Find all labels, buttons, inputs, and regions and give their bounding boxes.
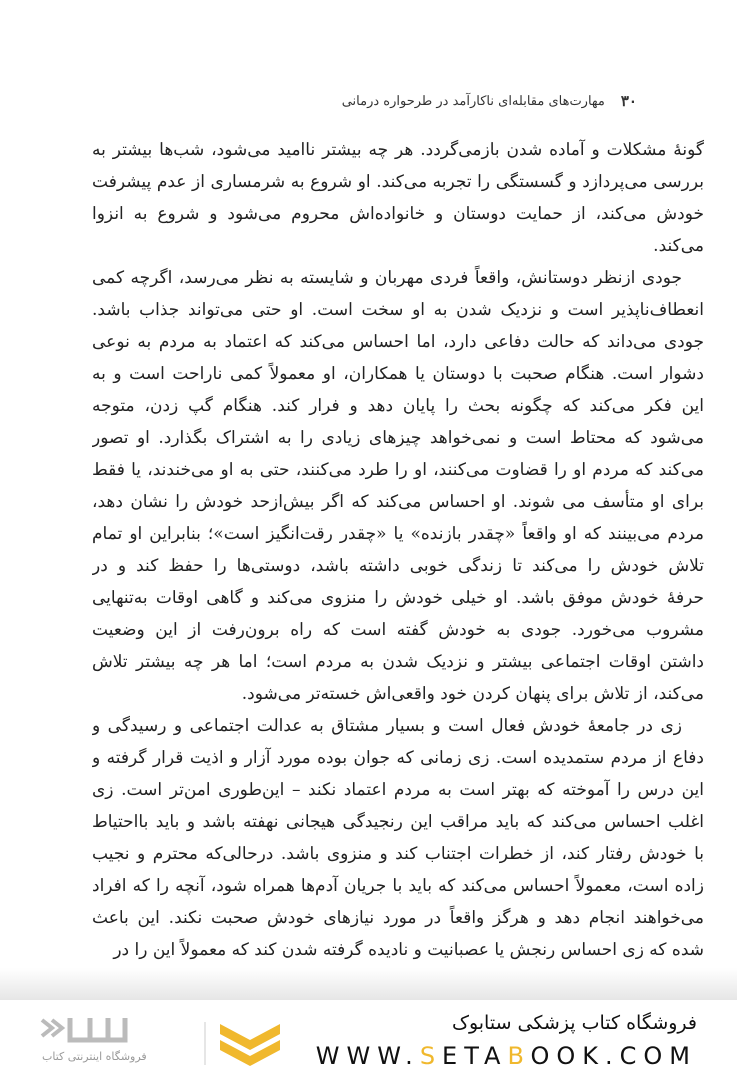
text-line: با خودش رفتار کند، از خطرات اجتناب کند و منزوی باشد. درحالی‌که محترم و نجیب (92, 844, 704, 864)
url-part: OOK.COM (530, 1042, 697, 1070)
text-line: شده که زی احساس رنجش یا عصبانیت و نادیده گرفته شدن کند که معمولاً این را در (113, 940, 704, 960)
running-title: مهارت‌های مقابله‌ای ناکارآمد در طرحواره درمانی (341, 93, 605, 109)
text-line: انعطاف‌ناپذیر است و نزدیک شدن به او سخت است. او حتی می‌تواند جذاب باشد. (92, 300, 704, 320)
text-line: می‌خواهند انجام دهد و هرگز واقعاً در مورد نیازهای خودش صحبت نکند. این باعث (92, 908, 704, 928)
text-line: خودش می‌کند، از حمایت دوستان و خانواده‌اش محروم می‌شود و شروع به انزوا (92, 204, 704, 224)
text-line: بررسی می‌پردازد و گسستگی را تجربه می‌کند. او شروع به شرمساری از عدم پیشرفت (92, 172, 704, 192)
text-line: زاده است، معمولاً احساس می‌کند که باید با جریان آدم‌ها همراه شود، آنچه را که افراد (92, 876, 704, 896)
page-number: ۳۰ (620, 92, 637, 110)
text-line: حرفهٔ خودش موفق باشد. او خیلی خودش را منزوی می‌کند و گاهی اوقات به‌تنهایی (92, 588, 704, 608)
text-line: دشوار است. هنگام صحبت با دوستان یا همکاران، او معمولاً کمی ناراحت است و به (92, 364, 704, 384)
store-name: فروشگاه کتاب پزشکی ستابوک (451, 1012, 697, 1034)
text-line: می‌کند که مردم او را قضاوت می‌کنند، او را طرد می‌کنند، حتی به او می‌خندند، یا فقط (92, 460, 704, 480)
text-line: جودی ازنظر دوستانش، واقعاً فردی مهربان و شایسته به نظر می‌رسد، اگرچه کمی (92, 268, 682, 288)
text-line: می‌کند. (653, 236, 704, 256)
url-part-accent: S (419, 1042, 443, 1070)
page-body-text (92, 134, 704, 966)
text-line: تلاش خودش را می‌کند تا زندگی خوبی داشته باشد، دوستی‌ها را حفظ کند و در (92, 556, 704, 576)
text-line: اغلب احساس می‌کند که باید مراقب این رنجیدگی هیجانی نهفته باشد و باید بااحتیاط (92, 812, 704, 832)
text-line: زی در جامعهٔ خودش فعال است و بسیار مشتاق به عدالت اجتماعی و رسیدگی و (92, 716, 682, 736)
text-line: این درس را آموخته که بهتر است به مردم اعتماد نکند – این‌طوری امن‌تر است. زی (92, 780, 704, 800)
text-line: می‌شود که محتاط است و نمی‌خواهد چیزهای زیادی را به اشتراک بگذارد. او تصور (92, 428, 704, 448)
running-header (342, 92, 637, 110)
page-bottom-fade (0, 968, 737, 1000)
store-url (316, 1042, 697, 1070)
logo-tagline: فروشگاه اینترنتی کتاب (42, 1050, 147, 1063)
text-line: برای او متأسف می شوند. او احساس می‌کند که اگر بیش‌ازحد خودش را نشان دهد، (92, 492, 704, 512)
text-line: این فکر می‌کند که چگونه بحث را پایان دهد و فرار کند. هنگام گپ زدن، متوجه (92, 396, 704, 416)
text-line: می‌کند، از تلاش برای پنهان کردن خود واقعی‌اش خسته‌تر می‌شود. (241, 684, 704, 704)
text-line: مشروب می‌خورد. جودی به خودش گفته است که راه برون‌رفت از این وضعیت (92, 620, 704, 640)
watermark-footer (0, 1000, 737, 1080)
url-part-accent: B (507, 1042, 531, 1070)
url-part: ETA (442, 1042, 508, 1070)
text-line: داشتن اوقات اجتماعی بیشتر و نزدیک شدن به مردم است؛ اما هر چه بیشتر تلاش (92, 652, 704, 672)
text-line: دفاع از مردم ستمدیده است. زی زمانی که جوان بوده مورد آزار و اذیت قرار گرفته و (92, 748, 704, 768)
text-line: مردم می‌بینند که او واقعاً «چقدر بازنده» یا «چقدر رقت‌انگیز است»؛ بنابراین او تمام (92, 524, 704, 544)
text-line: گونهٔ مشکلات و آماده شدن بازمی‌گردد. هر چه بیشتر ناامید می‌شود، شب‌ها بیشتر به (92, 140, 704, 160)
text-line: جودی می‌داند که حالت دفاعی دارد، اما احساس می‌کند که اعتماد به مردم به نوعی (92, 332, 704, 352)
url-part: WWW. (315, 1042, 420, 1070)
